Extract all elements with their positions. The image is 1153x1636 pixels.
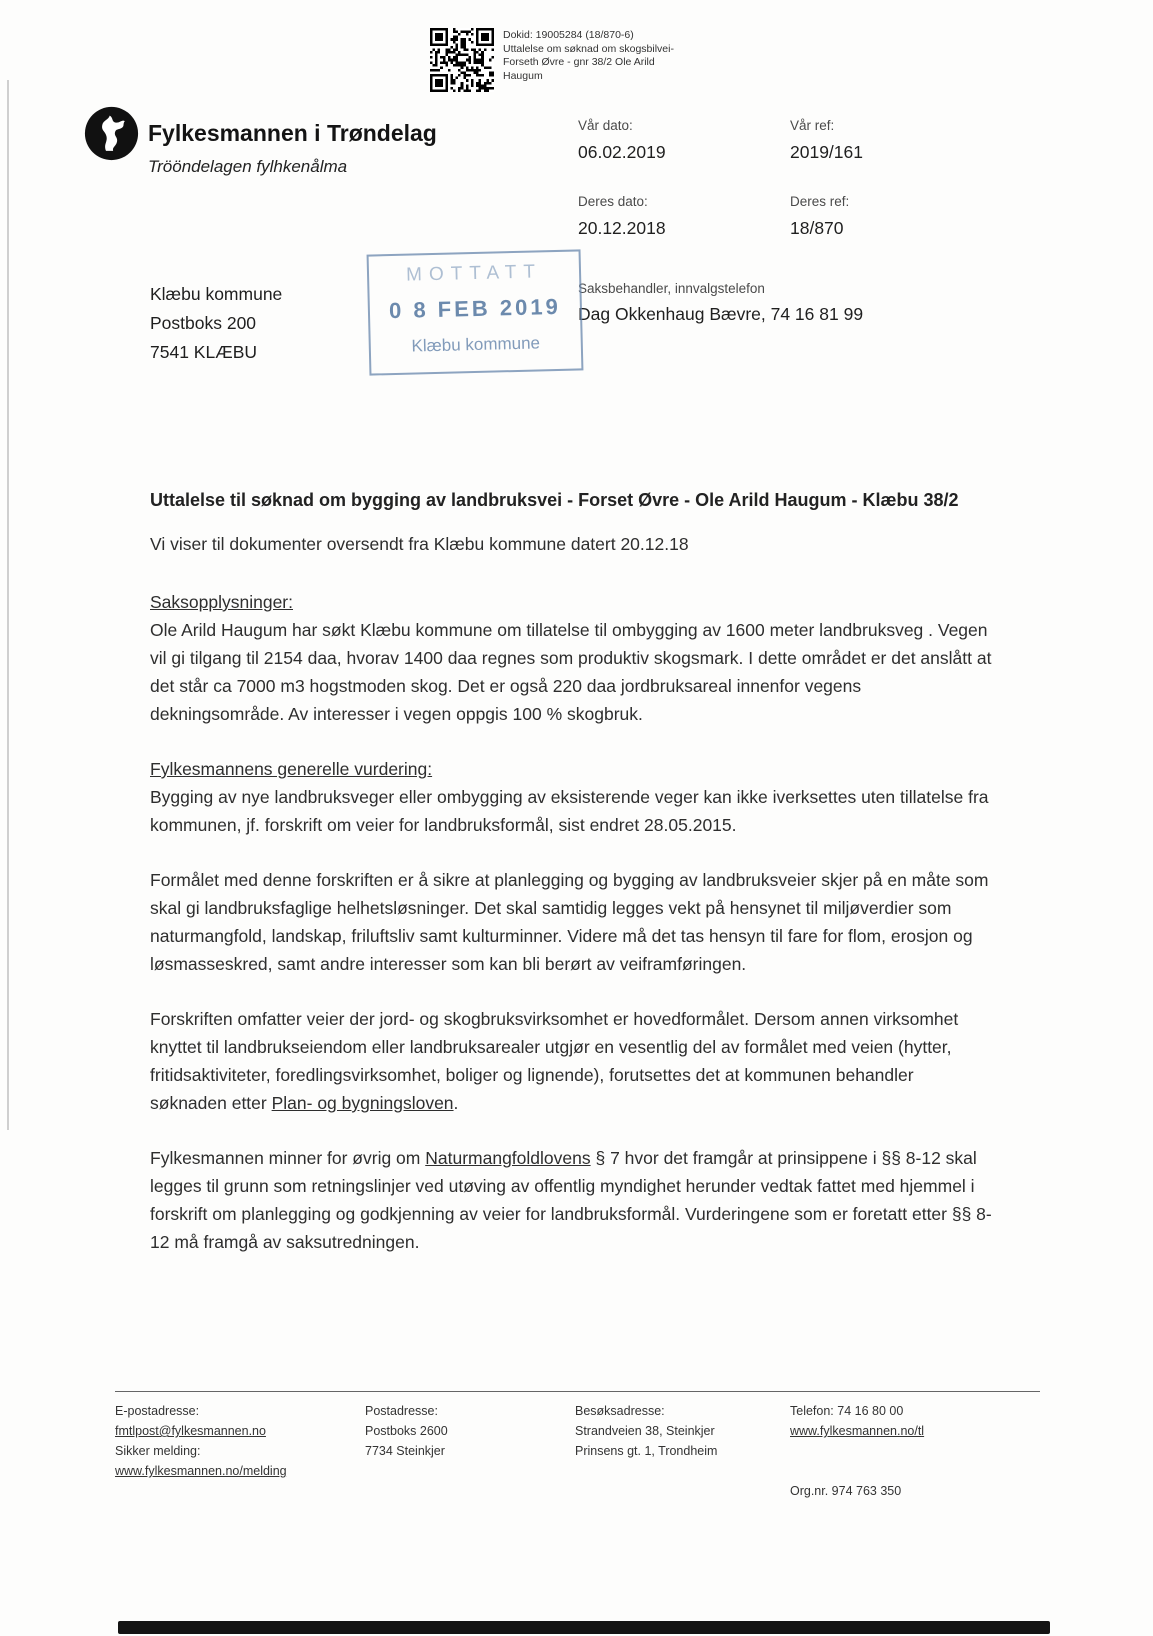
- footer-text: 7734 Steinkjer: [365, 1444, 445, 1458]
- stamp-kommune: Klæbu kommune: [411, 333, 541, 356]
- letter-subject: Uttalelse til søknad om bygging av landbruksvei - Forset Øvre - Ole Arild Haugum - Klæbu 38/2: [150, 490, 959, 510]
- stamp-date: 0 8 FEB 2019: [388, 293, 562, 324]
- qr-code: [430, 28, 494, 92]
- letter-intro: Vi viser til dokumenter oversendt fra Klæbu kommune datert 20.12.18: [150, 534, 689, 554]
- footer-text: E-postadresse:: [115, 1404, 200, 1418]
- var-dato-value: 06.02.2019: [578, 142, 666, 162]
- footer-columns: [115, 1401, 1050, 1501]
- footer-text: Telefon: 74 16 80 00: [790, 1404, 904, 1418]
- paragraph: Fylkesmannen minner for øvrig om Naturmangfoldlovens § 7 hvor det framgår at prinsippene i §§ 8-12 skal legges til grunn som retningslinjer ved utøving av offentlig myndighet herunder vedtak fattet med hjemmel i forskrift om planlegging og godkjenning av veier for landbruksformål. Vurderingene som er foretatt etter §§ 8-12 må framgå av saksutredningen.: [150, 1148, 992, 1252]
- dokid-text: [503, 28, 674, 92]
- footer-text: [790, 1461, 1050, 1481]
- footer-text: Postboks 2600: [365, 1424, 448, 1438]
- recipient-line: 7541 KLÆBU: [150, 342, 258, 362]
- dokid-line: Forseth Øvre - gnr 38/2 Ole Arild: [503, 56, 655, 68]
- dokid-block: [430, 28, 674, 92]
- deres-dato-value: 20.12.2018: [578, 218, 666, 238]
- paragraph: Formålet med denne forskriften er å sikre at planlegging og bygging av landbruksveier skjer på en måte som skal gi landbruksfaglige helhetsløsninger. Det skal samtidig legges vekt på hensynet til miljøverdier som naturmangfold, landskap, friluftsliv samt kulturminner. Videre må det tas hensyn til fare for flom, erosjon og løsmasseskred, samt andre interesser som kan bli berørt av veiframføringen.: [150, 870, 989, 974]
- stamp-mottatt: MOTTATT: [405, 261, 543, 286]
- dokid-line: Dokid: 19005284 (18/870-6): [503, 29, 634, 41]
- recipient-line: Postboks 200: [150, 313, 257, 333]
- dokid-line: Haugum: [503, 69, 543, 82]
- paragraph: Forskriften omfatter veier der jord- og skogbruksvirksomhet er hovedformålet. Dersom annen virksomhet knyttet til landbrukseiendom eller landbruksarealer utgjør en vesentlig del av formålet med veien (hytter, fritidsaktiviteter, foredlingsvirksomhet, boliger og lignende), forutsettes det at kommunen behandler søknaden etter Plan- og bygningsloven.: [150, 1009, 959, 1113]
- section-heading: Fylkesmannens generelle vurdering:: [150, 759, 433, 779]
- caseworker-label: Saksbehandler, innvalgstelefon: [578, 281, 765, 296]
- footer-text: Besøksadresse:: [575, 1404, 665, 1418]
- footer-text: Postadresse:: [365, 1404, 438, 1418]
- letter-body-content: [150, 588, 993, 1256]
- org-name-sami: Trööndelagen fylhkenålma: [148, 157, 348, 176]
- footer-column: [365, 1401, 575, 1501]
- paragraph: Bygging av nye landbruksveger eller ombygging av eksisterende veger kan ikke iverksettes uten tillatelse fra kommunen, jf. forskrift om veier for landbruksformål, sist endret 28.05.2015.: [150, 787, 989, 835]
- deres-ref-label: Deres ref:: [790, 194, 850, 209]
- letter-body: [150, 487, 993, 1283]
- meta-refs-column: [790, 118, 863, 270]
- paragraph: Ole Arild Haugum har søkt Klæbu kommune om tillatelse til ombygging av 1600 meter landbruksveg . Vegen vil gi tilgang til 2154 daa, hvorav 1400 daa regnes som produktiv skogsmark. I dette området er det anslått at det står ca 7000 m3 hogstmoden skog. Det er også 220 daa jordbruksareal innenfor vegens dekningsområde. Av interesser i vegen oppgis 100 % skogbruk.: [150, 620, 992, 724]
- footer-column: [790, 1401, 1050, 1501]
- caseworker-name: Dag Okkenhaug Bævre, 74 16 81 99: [578, 304, 864, 324]
- recipient-line: Klæbu kommune: [150, 284, 283, 304]
- footer-text: [790, 1441, 1050, 1461]
- footer-link[interactable]: fmtlpost@fylkesmannen.no: [115, 1424, 266, 1438]
- scan-artifact-edge: [7, 80, 9, 1130]
- received-stamp: [367, 249, 584, 375]
- var-dato-label: Vår dato:: [578, 118, 633, 133]
- footer-link[interactable]: www.fylkesmannen.no/tl: [790, 1424, 925, 1438]
- footer-text: Sikker melding:: [115, 1444, 201, 1458]
- var-ref-label: Vår ref:: [790, 118, 835, 133]
- footer-text: Org.nr. 974 763 350: [790, 1484, 902, 1498]
- deres-dato-label: Deres dato:: [578, 194, 648, 209]
- footer-text: Prinsens gt. 1, Trondheim: [575, 1444, 718, 1458]
- recipient-address: [150, 280, 282, 367]
- footer-link[interactable]: www.fylkesmannen.no/melding: [115, 1464, 287, 1478]
- var-ref-value: 2019/161: [790, 142, 863, 162]
- section-heading: Saksopplysninger:: [150, 592, 293, 612]
- scan-artifact-bar: [118, 1621, 1050, 1634]
- footer-column: [115, 1401, 365, 1501]
- footer-divider: [115, 1391, 1040, 1392]
- org-name: Fylkesmannen i Trøndelag: [148, 120, 437, 146]
- footer-column: [575, 1401, 790, 1501]
- fylkesmannen-lion-logo: [84, 106, 139, 161]
- deres-ref-value: 18/870: [790, 218, 844, 238]
- footer-text: Strandveien 38, Steinkjer: [575, 1424, 715, 1438]
- meta-dates-column: [578, 118, 666, 270]
- dokid-line: Uttalelse om søknad om skogsbilvei-: [503, 42, 674, 55]
